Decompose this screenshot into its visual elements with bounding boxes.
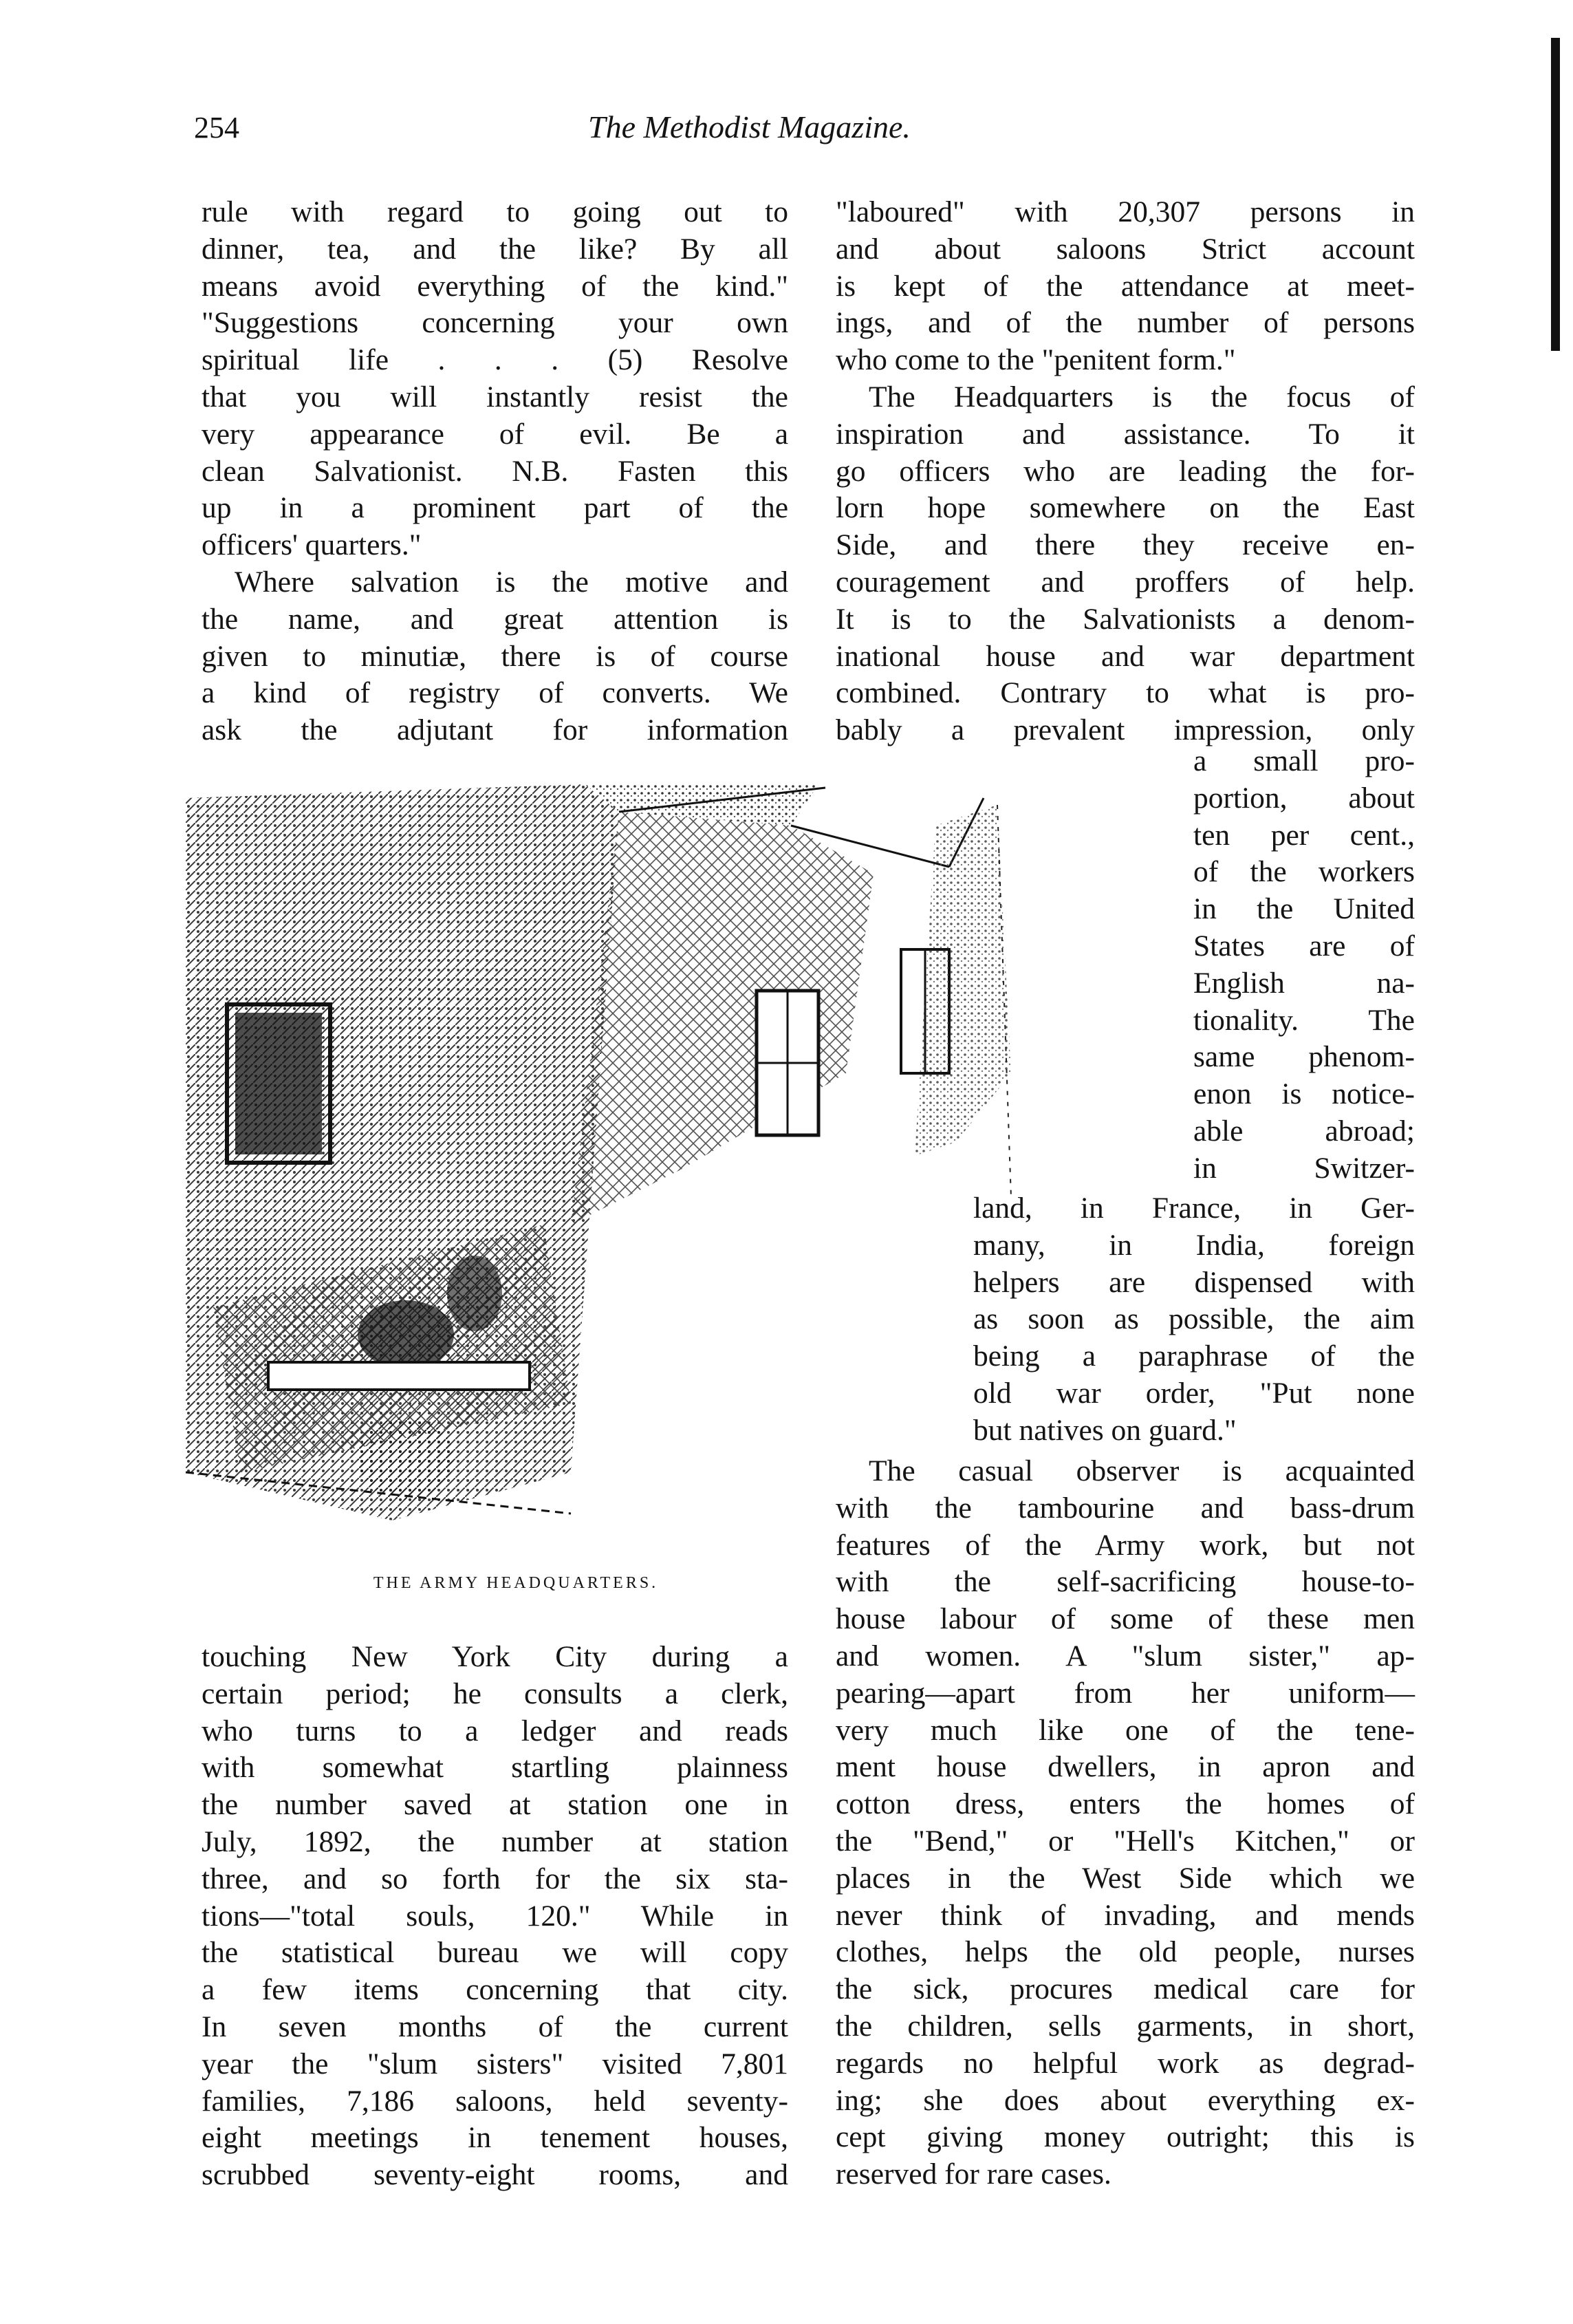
text-line: bably a prevalent impression, only [836, 713, 1415, 747]
text-line: being a paraphrase of the [973, 1339, 1415, 1373]
text-line: regards no helpful work as degrad- [836, 2046, 1415, 2080]
text-line: clean Salvationist. N.B. Fasten this [202, 454, 788, 488]
text-line: dinner, tea, and the like? By all [202, 232, 788, 266]
text-line: who come to the "penitent form." [836, 343, 1236, 377]
text-line: eight meetings in tenement houses, [202, 2121, 788, 2155]
text-line: families, 7,186 saloons, held seventy- [202, 2084, 788, 2118]
text-line: of the workers [1193, 855, 1415, 889]
text-line: The Headquarters is the focus of [869, 380, 1415, 413]
text-line: July, 1892, the number at station [202, 1825, 788, 1858]
text-line: given to minutiæ, there is of course [202, 639, 788, 673]
text-line: In seven months of the current [202, 2010, 788, 2043]
illustration-caption: THE ARMY HEADQUARTERS. [373, 1574, 659, 1592]
text-line: Side, and there they receive en- [836, 528, 1415, 562]
right-column-top [836, 194, 1415, 749]
text-line: never think of invading, and mends [836, 1898, 1415, 1932]
text-line: touching New York City during a [202, 1640, 788, 1673]
text-line: with somewhat startling plainness [202, 1751, 788, 1785]
right-column-wrap-narrow [1193, 743, 1415, 1187]
left-column-top [202, 194, 788, 749]
text-line: house labour of some of these men [836, 1602, 1415, 1636]
text-line: It is to the Salvationists a denom- [836, 602, 1415, 636]
text-line: reserved for rare cases. [836, 2158, 1111, 2191]
text-line: cept giving money outright; this is [836, 2120, 1415, 2154]
text-line: lorn hope somewhere on the East [836, 491, 1415, 525]
text-line: scrubbed seventy-eight rooms, and [202, 2158, 788, 2192]
text-line: as soon as possible, the aim [973, 1302, 1415, 1336]
text-line: certain period; he consults a clerk, [202, 1677, 788, 1710]
text-line: ment house dwellers, in apron and [836, 1750, 1415, 1784]
text-line: the number saved at station one in [202, 1788, 788, 1822]
text-line: inational house and war department [836, 639, 1415, 673]
text-line: year the "slum sisters" visited 7,801 [202, 2047, 788, 2080]
text-line: that you will instantly resist the [202, 380, 788, 413]
text-line: a kind of registry of converts. We [202, 676, 788, 710]
text-line: tions—"total souls, 120." While in [202, 1899, 788, 1933]
text-line: with the tambourine and bass-drum [836, 1491, 1415, 1525]
text-line: combined. Contrary to what is pro- [836, 676, 1415, 710]
text-line: inspiration and assistance. To it [836, 417, 1415, 451]
text-line: means avoid everything of the kind." [202, 269, 788, 303]
text-line: who turns to a ledger and reads [202, 1714, 788, 1747]
text-line: ings, and of the number of persons [836, 306, 1415, 340]
text-line: in Switzer- [1193, 1151, 1415, 1185]
text-line: the sick, procures medical care for [836, 1972, 1415, 2006]
text-line: is kept of the attendance at meet- [836, 269, 1415, 303]
right-column-bottom [836, 1453, 1415, 2193]
text-line: very much like one of the tene- [836, 1713, 1415, 1747]
text-line: tionality. The [1193, 1003, 1415, 1037]
text-line: "Suggestions concerning your own [202, 306, 788, 340]
text-line: able abroad; [1193, 1114, 1415, 1148]
text-line: places in the West Side which we [836, 1861, 1415, 1895]
running-head-title: The Methodist Magazine. [588, 109, 911, 144]
text-line: in the United [1193, 892, 1415, 926]
text-line: the children, sells garments, in short, [836, 2009, 1415, 2043]
text-line: The casual observer is acquainted [869, 1454, 1415, 1487]
text-line: States are of [1193, 929, 1415, 962]
text-line: cotton dress, enters the homes of [836, 1787, 1415, 1821]
text-line: "laboured" with 20,307 persons in [836, 195, 1415, 228]
text-line: English na- [1193, 966, 1415, 1000]
text-line: ten per cent., [1193, 818, 1415, 852]
text-line: Where salvation is the motive and [235, 565, 788, 599]
text-line: three, and so forth for the six sta- [202, 1862, 788, 1895]
text-line: land, in France, in Ger- [973, 1192, 1415, 1225]
text-line: officers' quarters." [202, 528, 422, 562]
text-line: a small pro- [1193, 744, 1415, 777]
text-line: clothes, helps the old people, nurses [836, 1935, 1415, 1969]
text-line: features of the Army work, but not [836, 1528, 1415, 1562]
text-line: go officers who are leading the for- [836, 454, 1415, 488]
right-column-wrap-mid [973, 1190, 1415, 1450]
text-line: ing; she does about everything ex- [836, 2083, 1415, 2117]
text-line: but natives on guard." [973, 1413, 1237, 1447]
text-line: spiritual life . . . (5) Resolve [202, 343, 788, 377]
text-line: portion, about [1193, 781, 1415, 815]
text-line: and women. A "slum sister," ap- [836, 1639, 1415, 1672]
text-line: very appearance of evil. Be a [202, 417, 788, 451]
text-line: up in a prominent part of the [202, 491, 788, 525]
text-line: the "Bend," or "Hell's Kitchen," or [836, 1824, 1415, 1858]
text-line: enon is notice- [1193, 1077, 1415, 1111]
left-column-bottom [202, 1639, 788, 2194]
text-line: pearing—apart from her uniform— [836, 1676, 1415, 1710]
text-line: helpers are dispensed with [973, 1265, 1415, 1299]
text-line: ask the adjutant for information [202, 713, 788, 747]
page-number: 254 [194, 111, 239, 144]
text-line: same phenom- [1193, 1040, 1415, 1074]
text-line: many, in India, foreign [973, 1228, 1415, 1262]
text-line: the statistical bureau we will copy [202, 1936, 788, 1970]
text-line: old war order, "Put none [973, 1376, 1415, 1410]
text-line: a few items concerning that city. [202, 1973, 788, 2007]
text-line: and about saloons Strict account [836, 232, 1415, 266]
page-edge-bar [1551, 38, 1560, 351]
text-line: the name, and great attention is [202, 602, 788, 636]
text-line: rule with regard to going out to [202, 195, 788, 228]
text-line: with the self-sacrificing house-to- [836, 1565, 1415, 1599]
text-line: couragement and proffers of help. [836, 565, 1415, 599]
